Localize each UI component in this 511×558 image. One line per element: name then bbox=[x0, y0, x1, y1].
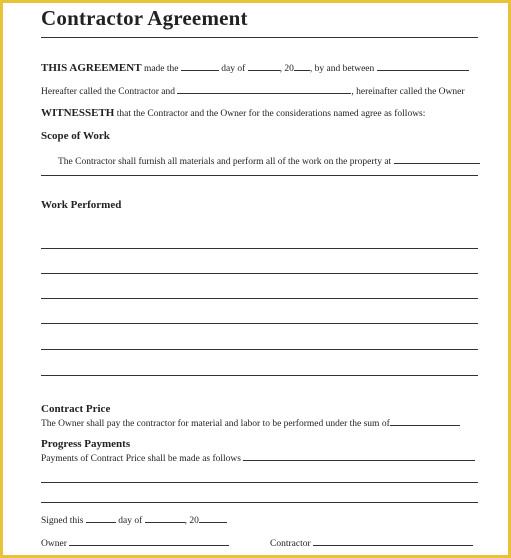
contractor-label: Contractor bbox=[270, 539, 311, 549]
made-the-label: made the bbox=[143, 64, 179, 74]
signed-prefix: Signed this bbox=[41, 516, 84, 526]
title-underline bbox=[41, 37, 478, 38]
hereafter-prefix: Hereafter called the Contractor and bbox=[41, 87, 175, 97]
party-name-field[interactable] bbox=[377, 61, 469, 71]
witnesseth-text: that the Contractor and the Owner for the considerations named agree as follows: bbox=[116, 109, 426, 119]
day-of-label: day of bbox=[221, 64, 246, 74]
agreement-month-field[interactable] bbox=[248, 61, 280, 71]
hereafter-line bbox=[41, 84, 465, 98]
work-performed-line[interactable] bbox=[41, 323, 478, 324]
work-performed-line[interactable] bbox=[41, 349, 478, 350]
work-performed-line[interactable] bbox=[41, 273, 478, 274]
work-performed-line[interactable] bbox=[41, 298, 478, 299]
contractor-signature-line bbox=[270, 536, 473, 550]
contract-price-heading: Contract Price bbox=[41, 403, 111, 415]
agreement-year-field[interactable] bbox=[294, 61, 310, 71]
witnesseth-line bbox=[41, 107, 425, 120]
contractor-signature-field[interactable] bbox=[313, 536, 473, 546]
contract-price-line bbox=[41, 416, 460, 430]
agreement-lead: THIS AGREEMENT bbox=[41, 62, 142, 74]
scope-text: The Contractor shall furnish all materials and perform all of the work on the property at bbox=[58, 157, 392, 167]
signed-day-of-label: day of bbox=[118, 516, 143, 526]
progress-payments-line bbox=[41, 451, 475, 465]
scope-continuation-line[interactable] bbox=[41, 175, 478, 176]
year-prefix-label: , 20 bbox=[279, 64, 294, 74]
payment-terms-line[interactable] bbox=[41, 502, 478, 503]
progress-payments-text: Payments of Contract Price shall be made as follows bbox=[41, 454, 241, 464]
payment-terms-line[interactable] bbox=[41, 482, 478, 483]
agreement-day-field[interactable] bbox=[181, 61, 219, 71]
property-address-field[interactable] bbox=[394, 154, 480, 164]
page-title: Contractor Agreement bbox=[41, 6, 248, 30]
owner-label: Owner bbox=[41, 539, 67, 549]
witnesseth-lead: WITNESSETH bbox=[41, 107, 115, 119]
contract-price-text: The Owner shall pay the contractor for material and labor to be performed under the sum of bbox=[41, 419, 390, 429]
owner-signature-field[interactable] bbox=[69, 536, 229, 546]
signed-year-field[interactable] bbox=[199, 513, 227, 523]
work-performed-heading: Work Performed bbox=[41, 199, 122, 211]
agreement-document bbox=[3, 3, 508, 555]
payment-terms-field[interactable] bbox=[243, 451, 475, 461]
work-performed-line[interactable] bbox=[41, 248, 478, 249]
scope-line bbox=[58, 154, 480, 168]
owner-signature-line bbox=[41, 536, 229, 550]
hereafter-suffix: , hereinafter called the Owner bbox=[351, 87, 465, 97]
work-performed-line[interactable] bbox=[41, 375, 478, 376]
contract-sum-field[interactable] bbox=[390, 416, 460, 426]
contractor-name-field[interactable] bbox=[177, 84, 351, 94]
signed-line bbox=[41, 513, 227, 527]
progress-payments-heading: Progress Payments bbox=[41, 438, 131, 450]
signed-month-field[interactable] bbox=[145, 513, 185, 523]
by-and-between-label: , by and between bbox=[309, 64, 375, 74]
signed-day-field[interactable] bbox=[86, 513, 116, 523]
scope-heading: Scope of Work bbox=[41, 130, 110, 142]
signed-year-prefix: , 20 bbox=[184, 516, 199, 526]
agreement-line bbox=[41, 61, 469, 75]
